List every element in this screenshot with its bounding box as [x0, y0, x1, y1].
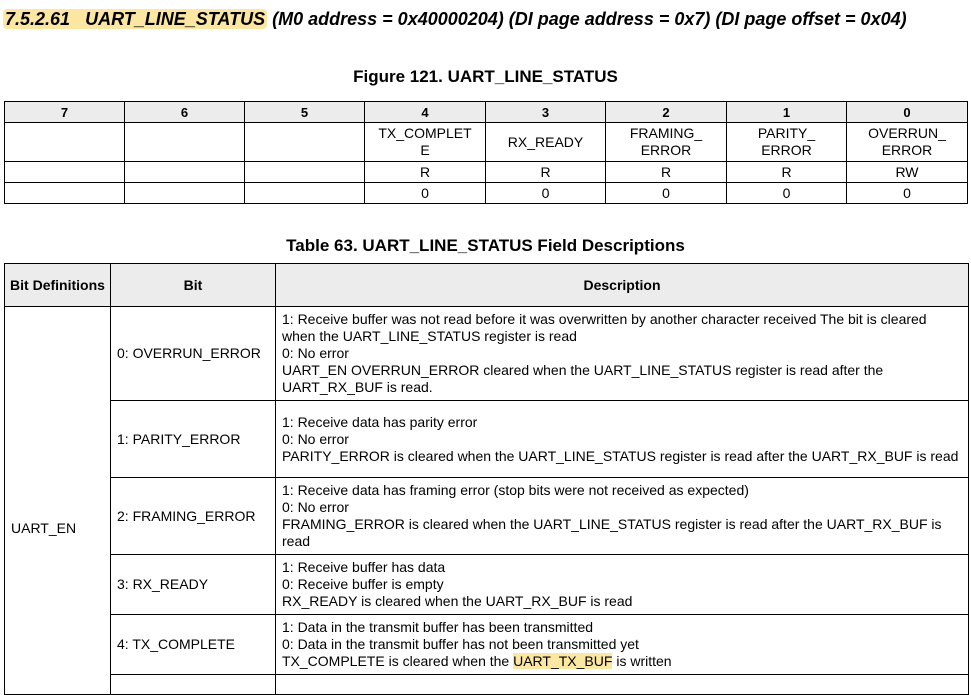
- bit-cell: 2: FRAMING_ERROR: [111, 478, 276, 555]
- description-line: 1: Receive data has parity error: [282, 413, 478, 430]
- group-cell: UART_EN: [5, 307, 111, 695]
- bit-number: 0: [847, 102, 968, 123]
- description-line: 0: Data in the transmit buffer has not been transmitted yet: [282, 636, 639, 652]
- section-heading: [3, 9, 963, 30]
- access-row: [5, 162, 968, 183]
- description-cell: [276, 675, 969, 695]
- bit-number: 3: [486, 102, 606, 123]
- description-line: 1: Data in the transmit buffer has been transmitted: [282, 619, 594, 635]
- description-cell: [276, 615, 969, 675]
- field-name-cell: [365, 123, 486, 162]
- table-caption: Table 63. UART_LINE_STATUS Field Descriptions: [286, 236, 685, 255]
- section-number-highlight: [3, 9, 267, 29]
- bit-number-row: [5, 102, 968, 123]
- access-cell: [5, 162, 125, 183]
- description-line: TX_COMPLETE is cleared when the UART_TX_BUF is written: [282, 653, 672, 669]
- access-cell: R: [365, 162, 486, 183]
- reset-cell: 0: [606, 183, 727, 204]
- description-cell: [276, 401, 969, 478]
- header-bit: Bit: [111, 264, 276, 307]
- access-cell: R: [486, 162, 606, 183]
- field-name-overrun-error: OVERRUN_ ERROR: [868, 125, 946, 158]
- reset-cell: [5, 183, 125, 204]
- access-cell: [125, 162, 245, 183]
- description-line: 0: Receive buffer is empty: [282, 576, 444, 592]
- reset-cell: 0: [486, 183, 606, 204]
- description-line: 1: Receive buffer has data: [282, 559, 446, 575]
- field-name-cell: [245, 123, 365, 162]
- description-line: RX_READY is cleared when the UART_RX_BUF is read: [282, 593, 633, 609]
- table-row: [5, 615, 969, 675]
- description-cell: [276, 478, 969, 555]
- field-name-cell: [125, 123, 245, 162]
- figure-caption: Figure 121. UART_LINE_STATUS: [353, 67, 618, 86]
- field-name-row: [5, 123, 968, 162]
- reset-cell: 0: [727, 183, 847, 204]
- description-cell: [276, 307, 969, 401]
- bit-cell: 3: RX_READY: [111, 555, 276, 615]
- table-row: [5, 478, 969, 555]
- reset-cell: [125, 183, 245, 204]
- bit-cell: [111, 675, 276, 695]
- access-cell: [245, 162, 365, 183]
- field-name-cell: RX_READY: [486, 123, 606, 162]
- bit-number: 4: [365, 102, 486, 123]
- reset-cell: 0: [847, 183, 968, 204]
- bit-cell: 0: OVERRUN_ERROR: [111, 307, 276, 401]
- field-name-parity-error: PARITY_ ERROR: [757, 125, 816, 158]
- field-name-cell: [847, 123, 968, 162]
- description-line: 0: No error: [282, 345, 349, 361]
- section-number: 7.5.2.61: [5, 9, 71, 29]
- register-bit-table: [4, 101, 968, 204]
- bit-number: 2: [606, 102, 727, 123]
- access-cell: RW: [847, 162, 968, 183]
- uart-tx-buf-highlight: UART_TX_BUF: [513, 653, 613, 669]
- bit-cell: 4: TX_COMPLETE: [111, 615, 276, 675]
- reset-cell: 0: [365, 183, 486, 204]
- access-cell: R: [727, 162, 847, 183]
- bit-number: 6: [125, 102, 245, 123]
- description-line: 0: No error: [282, 430, 349, 447]
- description-line: 1: Receive data has framing error (stop bits were not received as expected): [282, 482, 749, 498]
- section-name: UART_LINE_STATUS: [85, 9, 266, 29]
- field-name-framing-error: FRAMING_ ERROR: [629, 125, 703, 158]
- description-line: 0: No error: [282, 499, 349, 515]
- table-row: [5, 555, 969, 615]
- header-bit-definitions: Bit Definitions: [5, 264, 111, 307]
- header-description: Description: [276, 264, 969, 307]
- reset-row: [5, 183, 968, 204]
- bit-number: 7: [5, 102, 125, 123]
- field-name-cell: [606, 123, 727, 162]
- bit-number: 5: [245, 102, 365, 123]
- description-line: PARITY_ERROR is cleared when the UART_LINE_STATUS register is read after the UART_RX_BUF is read: [282, 447, 959, 464]
- access-cell: R: [606, 162, 727, 183]
- bit-cell: 1: PARITY_ERROR: [111, 401, 276, 478]
- table-row: [5, 401, 969, 478]
- field-name-tx-complete: TX_COMPLET E: [378, 125, 472, 158]
- description-line: FRAMING_ERROR is cleared when the UART_LINE_STATUS register is read after the UART_RX_BUF is read: [282, 516, 942, 549]
- field-name-cell: [727, 123, 847, 162]
- field-table-header-row: [5, 264, 969, 307]
- table-row: [5, 307, 969, 401]
- bit-number: 1: [727, 102, 847, 123]
- field-description-table: [4, 263, 969, 695]
- description-line: UART_EN OVERRUN_ERROR cleared when the UART_LINE_STATUS register is read after the UART_RX_BUF is read.: [282, 362, 884, 395]
- description-line: 1: Receive buffer was not read before it was overwritten by another character received The bit is cleared when the UART_LINE_STATUS register is read: [282, 311, 927, 344]
- description-cell: [276, 555, 969, 615]
- field-name-cell: [5, 123, 125, 162]
- reset-cell: [245, 183, 365, 204]
- table-row-truncated: [5, 675, 969, 695]
- section-address-info: (M0 address = 0x40000204) (DI page address = 0x7) (DI page offset = 0x04): [272, 9, 907, 29]
